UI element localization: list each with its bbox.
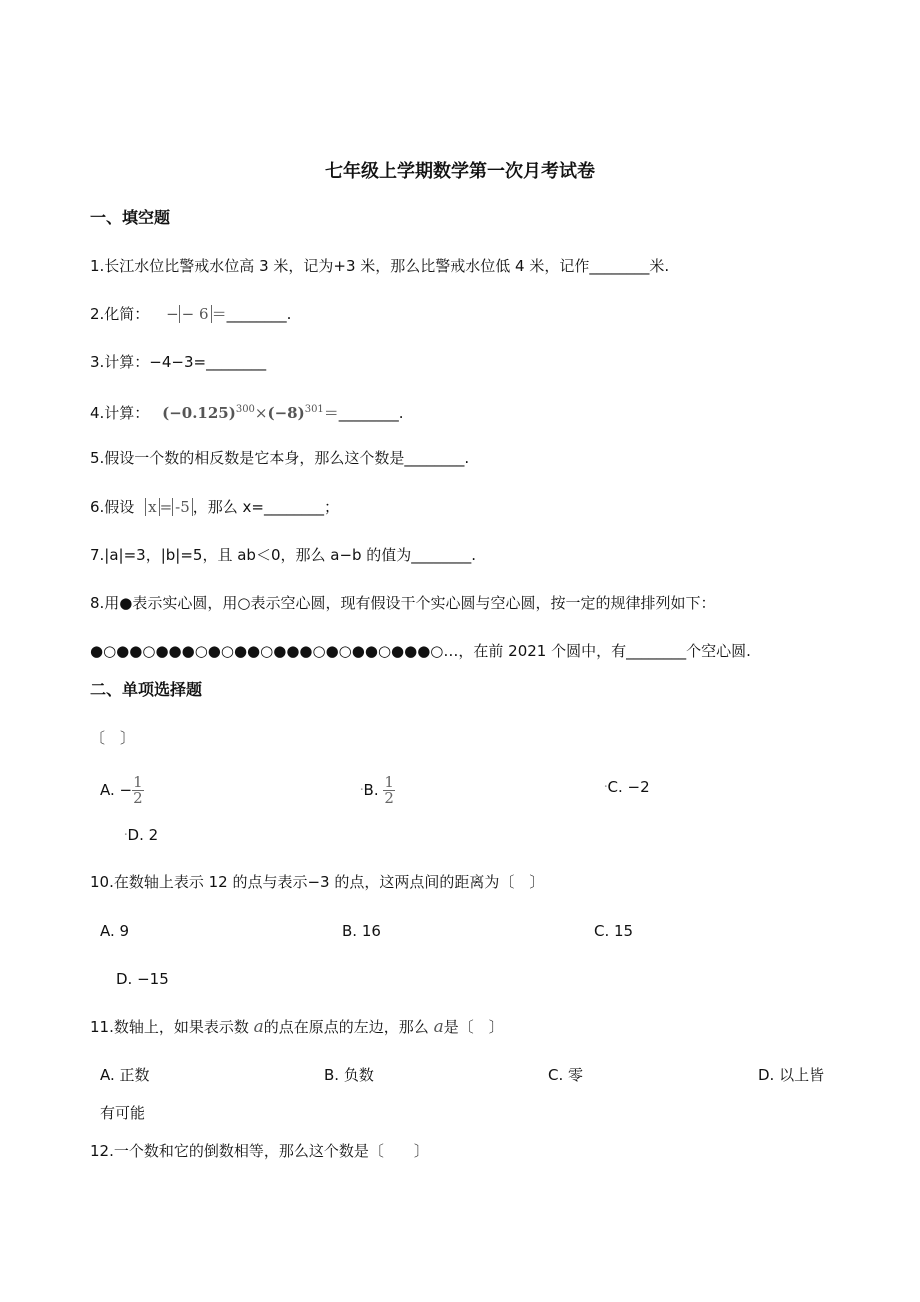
question-11-stem-pre: 11.数轴上，如果表示数 bbox=[90, 1018, 249, 1036]
question-4-prefix: 4.计算： bbox=[90, 404, 150, 422]
question-4-exp1: 300 bbox=[235, 404, 255, 415]
page-title: 七年级上学期数学第一次月考试卷 bbox=[325, 161, 595, 182]
question-2-abs-value: − 6 bbox=[179, 305, 212, 323]
option-b-fraction: $\frac{1}{2}$ bbox=[384, 773, 394, 807]
question-2 bbox=[90, 304, 291, 324]
question-9-option-a bbox=[100, 772, 144, 808]
question-4-base1: (−0.125) bbox=[162, 404, 236, 422]
question-11-option-a: A. 正数 bbox=[100, 1066, 150, 1084]
option-a-label: A. − bbox=[100, 781, 133, 799]
question-6-suffix: ，那么 x=________； bbox=[192, 498, 339, 516]
bullet-dot-icon: • bbox=[360, 786, 364, 794]
question-11-option-c: C. 零 bbox=[548, 1066, 584, 1084]
question-2-blank: ＝________. bbox=[211, 305, 292, 323]
question-9-stem: 〔 〕 bbox=[90, 729, 136, 747]
question-11-stem-mid: 的点在原点的左边，那么 bbox=[263, 1018, 429, 1036]
question-11-var: a bbox=[253, 1017, 264, 1037]
question-11-stem-post: 是〔 〕 bbox=[443, 1018, 504, 1036]
question-8-pattern: ●○●●○●●●○●○●●○●●●○●○●●○●●●○…，在前 2021 个圆中，有________个空心圆. bbox=[90, 642, 751, 660]
bullet-dot-icon: • bbox=[604, 783, 608, 791]
question-10-option-b: B. 16 bbox=[342, 922, 381, 940]
section-heading-single-choice: 二、单项选择题 bbox=[90, 680, 203, 699]
question-11-var-2: a bbox=[433, 1017, 444, 1037]
question-5: 5.假设一个数的相反数是它本身，那么这个数是________. bbox=[90, 449, 470, 467]
question-4 bbox=[90, 400, 404, 423]
section-heading-fill-blank: 一、填空题 bbox=[90, 208, 171, 227]
question-9-option-c bbox=[604, 777, 650, 798]
question-4-blank: ＝________. bbox=[323, 404, 404, 422]
option-b-label: B. bbox=[363, 781, 379, 799]
question-11-option-d-continued: 有可能 bbox=[100, 1104, 146, 1122]
question-6-prefix: 6.假设 bbox=[90, 498, 135, 516]
question-6-eq: = bbox=[159, 498, 173, 516]
question-9-option-d bbox=[124, 825, 158, 846]
question-3: 3.计算：−4−3=________ bbox=[90, 353, 267, 371]
question-11-option-d: D. 以上皆 bbox=[758, 1066, 825, 1084]
question-10-stem: 10.在数轴上表示 12 的点与表示−3 的点，这两点间的距离为〔 〕 bbox=[90, 873, 545, 891]
question-4-times: × bbox=[254, 404, 268, 422]
question-2-minus: − bbox=[166, 305, 179, 323]
question-11-stem bbox=[90, 1017, 504, 1037]
bullet-dot-icon: • bbox=[124, 831, 128, 839]
question-10-option-a: A. 9 bbox=[100, 922, 130, 940]
question-11-option-b: B. 负数 bbox=[324, 1066, 374, 1084]
question-10-option-c: C. 15 bbox=[594, 922, 634, 940]
question-1: 1.长江水位比警戒水位高 3 米，记为+3 米，那么比警戒水位低 4 米，记作________米. bbox=[90, 257, 670, 275]
option-d-label: D. 2 bbox=[127, 826, 159, 844]
question-7: 7.|a|=3，|b|=5，且 ab＜0，那么 a−b 的值为________. bbox=[90, 546, 477, 564]
question-2-prefix: 2.化简： bbox=[90, 305, 150, 323]
question-4-base2: (−8) bbox=[267, 404, 305, 422]
question-9-option-b bbox=[360, 772, 395, 808]
question-6 bbox=[90, 497, 339, 517]
question-10-option-d: D. −15 bbox=[116, 970, 169, 988]
option-a-fraction: $\frac{1}{2}$ bbox=[133, 773, 143, 807]
question-8-stem: 8.用●表示实心圆，用○表示空心圆，现有假设干个实心圆与空心圆，按一定的规律排列如下： bbox=[90, 594, 716, 612]
question-12-stem: 12.一个数和它的倒数相等，那么这个数是〔 〕 bbox=[90, 1142, 429, 1160]
option-c-label: C. −2 bbox=[607, 778, 650, 796]
question-6-abs-x: x bbox=[145, 498, 159, 516]
question-4-exp2: 301 bbox=[304, 404, 324, 415]
question-6-abs-neg5: -5 bbox=[172, 498, 193, 516]
